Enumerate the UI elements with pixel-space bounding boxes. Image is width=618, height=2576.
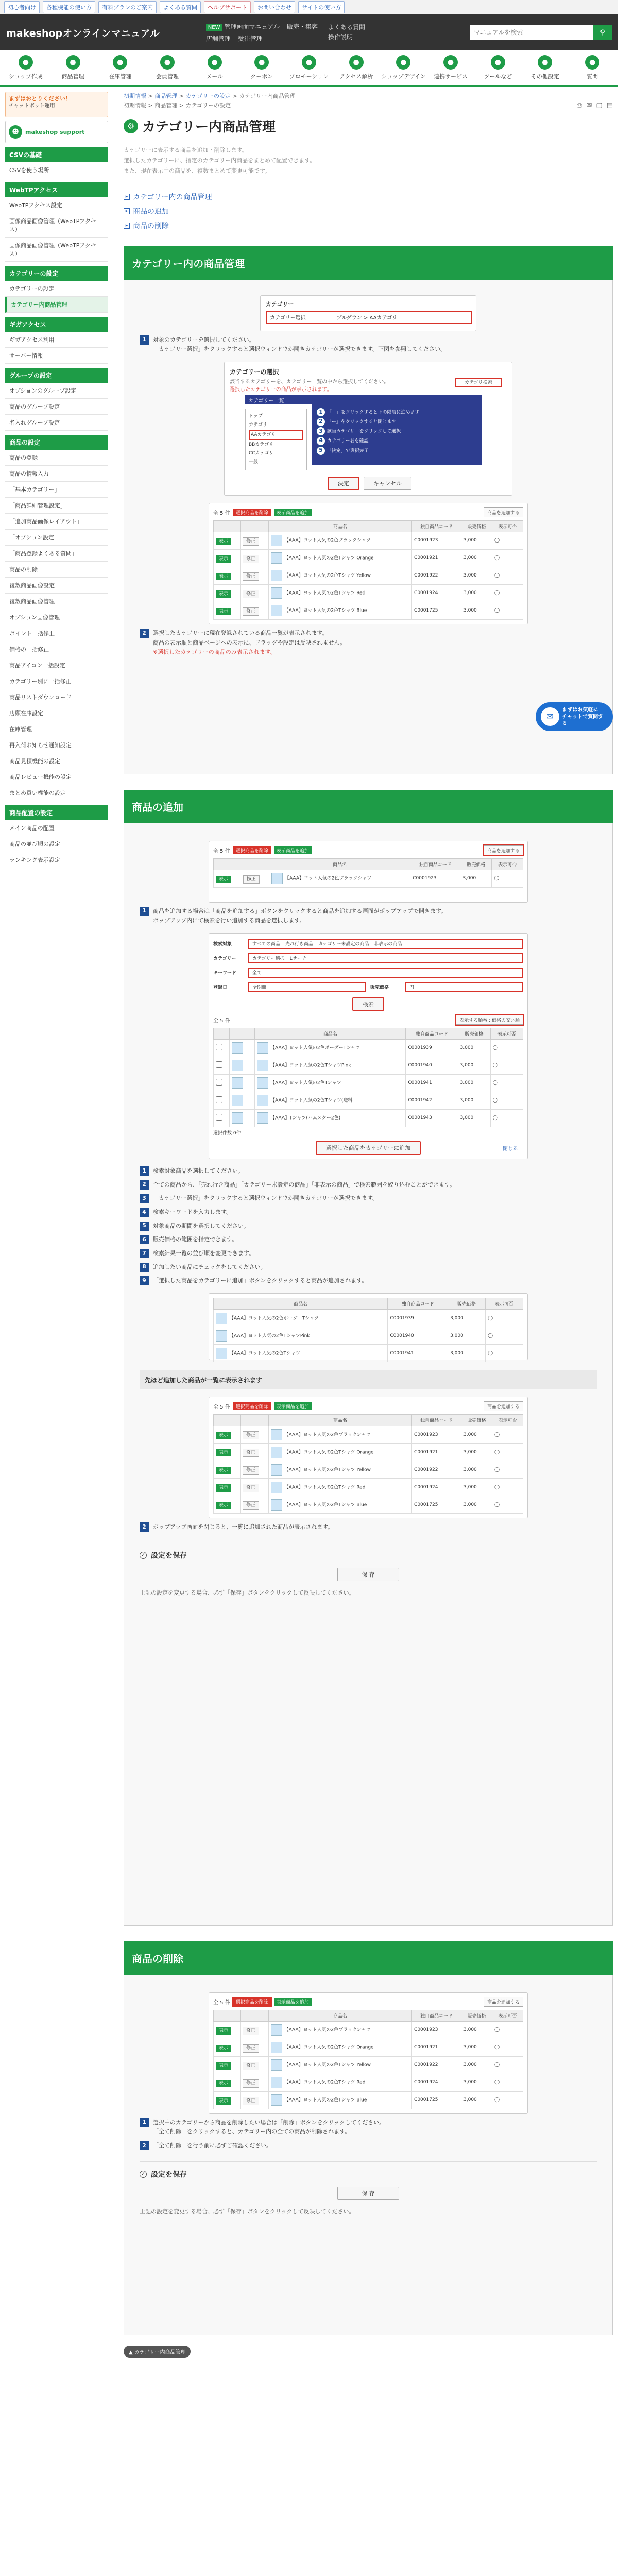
star-icon: ●	[302, 55, 316, 70]
search-icon: ⚲	[600, 28, 605, 37]
table-row: 表示 修正 【AAA】ヨット人気の2色ブラックシャツ C0001923 3,000 ◯	[214, 532, 523, 549]
product-thumb	[271, 535, 282, 546]
add-button-shot: 全 5 件 選択商品を削除 表示商品を追加 商品を追加する 商品名 独自商品コード 販売価格 表示可否 表示 修正 【AAA】ヨット人気の2色ブラックシャツ C0001923 3,000 ◯	[209, 841, 528, 903]
top-strip	[0, 0, 618, 14]
table-row: 【AAA】ヨット人気の2色Tシャツ C0001941 3,000 ◯	[214, 1345, 523, 1362]
ext-icon: ●	[396, 55, 410, 70]
header-search	[470, 25, 612, 40]
product-thumb	[271, 1464, 282, 1476]
crumb-4: カテゴリー内商品管理	[239, 93, 296, 99]
table-row: 【AAA】ヨット人気の2色TシャツPink C0001940 3,000 ◯	[214, 1057, 523, 1074]
toc-link-manage[interactable]: ▸ カテゴリー内の商品管理	[124, 192, 613, 202]
table-row: 表示 修正 【AAA】ヨット人気の2色Tシャツ Blue C0001725 3,000 ◯	[214, 2091, 523, 2109]
page-lead: カテゴリーに表示する商品を追加・削除します。 選択したカテゴリーに、指定のカテゴリー内商品をまとめて配置できます。 また、現在表示中の商品を、複数まとめて変更可能です。	[124, 147, 316, 174]
table-of-contents	[124, 192, 613, 231]
product-thumb	[271, 2024, 282, 2036]
product-thumb	[216, 1313, 227, 1324]
etc-icon: ●	[538, 55, 552, 70]
nav-item-cart[interactable]: ● 在庫管理	[96, 50, 144, 85]
help-icon: ●	[585, 55, 599, 70]
product-thumb	[271, 2042, 282, 2053]
product-thumb	[232, 1042, 243, 1054]
step-2-last: 2 ポップアップ画面を閉じると、一覧に追加された商品が表示されます。	[140, 1522, 597, 1532]
section-delete-title: 商品の削除	[124, 1941, 613, 1975]
product-thumb	[257, 1042, 268, 1054]
sidebar-item[interactable]: 画像商品画像管理（WebTPアクセス）	[5, 238, 108, 262]
main-nav	[0, 50, 618, 87]
header-help: よくある質問 操作説明	[328, 23, 366, 41]
step-2-1: 1 商品を追加する場合は「商品を追加する」ボタンをクリックすると商品を追加する画面がポップアップで開きます。 ポップアップ内にて検索を行い追加する商品を選択します。	[140, 907, 597, 926]
product-thumb	[232, 1095, 243, 1106]
step-2-item: 2 全ての商品から、「売れ行き商品」「カテゴリー未設定の商品」「非表示の商品」で検索範囲を絞り込むことができます。	[140, 1180, 597, 1190]
sidebar-item[interactable]: サーバー情報	[5, 348, 108, 364]
top-link-1[interactable]: 初心者向け	[4, 1, 40, 13]
nav-item-mail[interactable]: ● メール	[191, 50, 238, 85]
sidebar	[5, 92, 108, 2358]
sidebar-item[interactable]: 商品リストダウンロード	[5, 689, 108, 705]
product-thumb	[271, 2077, 282, 2088]
modal-search-input: カテゴリ検索	[455, 378, 502, 387]
row-checkbox[interactable]	[216, 1061, 222, 1068]
product-thumb	[257, 1077, 268, 1089]
top-link-6[interactable]: お問い合わせ	[254, 1, 295, 13]
step-2-item: 5 対象商品の期間を選択してください。	[140, 1222, 597, 1231]
table-row: 表示 修正 【AAA】ヨット人気の2色Tシャツ Yellow C0001922 3,000 ◯	[214, 567, 523, 584]
tablet-icon[interactable]: ▢	[596, 101, 603, 110]
table-row: 【AAA】ヨット人気の2色ボーダーTシャツ C0001939 3,000 ◯	[214, 1039, 523, 1057]
table-row: 表示 修正 【AAA】ヨット人気の2色Tシャツ Red C0001924 3,000 ◯	[214, 2074, 523, 2091]
sidebar-item[interactable]: 「基本カテゴリー」	[5, 482, 108, 498]
crumb-line-2: 初期情報 > 商品管理 > カテゴリーの設定	[124, 101, 231, 109]
sidebar-item[interactable]: 「オプション設定」	[5, 530, 108, 546]
header-link-sales[interactable]: 販売・集客	[287, 23, 318, 30]
category-product-table: 商品名 独自商品コード 販売価格 表示可否 表示 修正 【AAA】ヨット人気の2色ブラックシャツ C0001923 3,000 ◯ 表示 修正 【AAA】ヨット人気の2色Tシャツ Orange C0001921 3,000 ◯ 表示 修正 【AAA】ヨット人気の2色Tシャツ Yellow C0001922 3,000 ◯ 表示 修正 【AAA】ヨット人気の2色Tシャツ Red C0001924 3,000 ◯ 表示 修正 【AAA】ヨット人気の2色Tシャツ Blue C0001725 3,000 ◯	[213, 520, 523, 620]
step-2-item: 9 「選択した商品をカテゴリーに追加」ボタンをクリックすると商品が追加されます。	[140, 1276, 597, 1286]
sidebar-item[interactable]: 複数商品画像設定	[5, 578, 108, 594]
product-thumb	[271, 873, 283, 884]
table-row: 表示 修正 【AAA】ヨット人気の2色Tシャツ Orange C0001921 3,000 ◯	[214, 2039, 523, 2056]
save-heading-2: ✓ 設定を保存	[140, 2161, 597, 2179]
product-thumb	[271, 605, 282, 616]
sidebar-heading[interactable]: 商品配置の設定	[5, 805, 108, 820]
api-icon: ●	[443, 55, 458, 70]
nav-item-chart[interactable]: ● アクセス解析	[333, 50, 380, 85]
save-button-shot-2: 保 存	[337, 2187, 399, 2200]
step-2-item: 3 「カテゴリー選択」をクリックすると選択ウィンドウが開きカテゴリーが選択できます。	[140, 1194, 597, 1204]
sidebar-item[interactable]: ランキング表示設定	[5, 852, 108, 868]
sidebar-item[interactable]: 商品の並び順の設定	[5, 836, 108, 852]
product-thumb	[271, 552, 282, 564]
site-logo[interactable]: makeshopオンラインマニュアル	[6, 27, 160, 39]
table-row: 表示 修正 【AAA】ヨット人気の2色Tシャツ Orange C0001921 3,000 ◯	[214, 1444, 523, 1461]
nav-item-user[interactable]: ● 会員管理	[144, 50, 191, 85]
row-checkbox[interactable]	[216, 1079, 222, 1086]
save-button-shot: 保 存	[337, 1568, 399, 1581]
row-checkbox[interactable]	[216, 1044, 222, 1050]
sidebar-heading[interactable]: カテゴリーの設定	[5, 266, 108, 281]
step-2-item: 8 追加したい商品にチェックをしてください。	[140, 1263, 597, 1273]
share-icon[interactable]: ✉	[586, 101, 592, 110]
sidebar-item[interactable]: WebTPアクセス設定	[5, 197, 108, 213]
bot-icon: ☻	[9, 125, 22, 139]
delete-table-shot: 全 5 件 選択商品を削除 表示商品を追加 商品を追加する 商品名 独自商品コード 販売価格 表示可否 表示 修正 【AAA】ヨット人気の2色ブラックシャツ C0001923 3,000 ◯ 表示 修正 【AAA】ヨット人気の2色Tシャツ Orange C0001921 3,000 ◯ 表示 修正 【AAA】ヨット人気の2色Tシャツ Yellow C0001922 3,000 ◯ 表示 修正 【AAA】ヨット人気の2色Tシャツ Red C0001924 3,000 ◯ 表示 修正 【AAA】ヨット人気の2色Tシャツ Blue C0001725 3,000 ◯	[209, 1992, 528, 2114]
nav-item-star[interactable]: ● プロモーション	[285, 50, 333, 85]
added-preview-shot: 商品名 独自商品コード 販売価格 表示可否 【AAA】ヨット人気の2色ボーダーTシャツ C0001939 3,000 ◯ 【AAA】ヨット人気の2色TシャツPink C0001940 3,000 ◯ 【AAA】ヨット人気の2色Tシャツ C0001941 3,000 ◯	[209, 1293, 528, 1360]
sidebar-heading[interactable]: CSVの基礎	[5, 147, 108, 162]
table-row: 表示 修正 【AAA】ヨット人気の2色Tシャツ Blue C0001725 3,000 ◯	[214, 1496, 523, 1514]
step-1-2: 2 選択したカテゴリーに現在登録されている商品一覧が表示されます。 商品の表示順と商品ページへの表示に、ドラッグや設定は反映されません。 ※選択したカテゴリーの商品のみ表示されます。	[140, 629, 597, 657]
sidebar-heading[interactable]: グループの設定	[5, 368, 108, 383]
table-row: 表示 修正 【AAA】ヨット人気の2色ブラックシャツ C0001923 3,000 ◯	[214, 2021, 523, 2039]
page-title-icon: ⚙	[124, 119, 138, 133]
header-link-manual[interactable]: NEW 管理画面マニュアル	[206, 22, 280, 31]
sidebar-item[interactable]: 商品のグループ設定	[5, 399, 108, 415]
sidebar-item[interactable]: オプションのグループ設定	[5, 383, 108, 399]
step-2-item: 4 検索キーワードを入力します。	[140, 1208, 597, 1217]
nav-item-ticket[interactable]: ● クーポン	[238, 50, 285, 85]
product-thumb	[232, 1112, 243, 1124]
section-manage-title: カテゴリー内の商品管理	[124, 246, 613, 280]
product-thumb	[271, 2059, 282, 2071]
sidebar-item[interactable]: 「商品登録よくある質問」	[5, 546, 108, 562]
product-thumb	[271, 587, 282, 599]
table-row: 【AAA】ヨット人気の2色TシャツPink C0001940 3,000 ◯	[214, 1327, 523, 1345]
sidebar-item[interactable]: CSVを使う場所	[5, 162, 108, 178]
sidebar-item[interactable]: 商品の削除	[5, 562, 108, 578]
page-title: ⚙ カテゴリー内商品管理	[124, 116, 613, 140]
sidebar-heading[interactable]: WebTPアクセス	[5, 182, 108, 197]
sidebar-item[interactable]: 商品見積機能の設定	[5, 753, 108, 769]
print-icon[interactable]: ⎙	[577, 101, 582, 110]
table-row: 表示 修正 【AAA】ヨット人気の2色Tシャツ Red C0001924 3,000 ◯	[214, 1479, 523, 1496]
section-add-body: 全 5 件 選択商品を削除 表示商品を追加 商品を追加する 商品名 独自商品コード 販売価格 表示可否 表示 修正 【AAA】ヨット人気の2色ブラックシャツ C0001923 3,000 ◯ 1 商品を追加する場合は「商品を追加する」ボタンをクリックすると商品を追加する画面がポップアップで開きます。 ポップアップ内にて検索を行い追加する商品を選択します。 検索対象 すべての商品 売れ行き商品 カテゴリー未設定の商品 非表示の商品 カテゴリー カテゴリー選択 Lサーチ キーワード 全て 登録日 全期間 販売価格 円 検索 全 5 件 表示する順番 : 価格の安い順 商品名 独自商品コード 販売価格 表示可否 【AAA】ヨット人気の2色ボーダーTシャツ C0001939 3,000 ◯ 【AAA】ヨット人気の2色TシャツPink C0001940 3,000 ◯ 【AAA】ヨット人気の2色Tシャツ C0001941 3,000 ◯ 【AAA】ヨット人気の2色Tシャツ(送料 C0001942 3,000 ◯ 【AAA】Tシャツ(ハムスター2色) C0001943 3,000 ◯ 選択件数 0件 選択した商品をカテゴリーに追加 閉じる 1 検索対象商品を選択してください。 2 全ての商品から、「売れ行き商品」「カテゴリー未設定の商品」「非表示の商品」で検索範囲を絞り込むことができます。 3 「カテゴリー選択」をクリックすると選択ウィンドウが開きカテゴリーが選択できます。 4 検索キーワードを入力します。 5 対象商品の期間を選択してください。 6 販売価格の範囲を指定できます。 7 検索結果一覧の並び順を変更できます。 8 追加したい商品にチェックをしてください。 9 「選択した商品をカテゴリーに追加」ボタンをクリックすると商品が追加されます。 商品名 独自商品コード 販売価格 表示可否 【AAA】ヨット人気の2色ボーダーTシャツ C0001939 3,000 ◯ 【AAA】ヨット人気の2色TシャツPink C0001940 3,000 ◯ 【AAA】ヨット人気の2色Tシャツ C0001941 3,000 ◯ 先ほど追加した商品が一覧に表示されます 全 5 件 選択商品を削除 表示商品を追加 商品を追加する 商品名 独自商品コード 販売価格 表示可否 表示 修正 【AAA】ヨット人気の2色ブラックシャツ C0001923 3,000 ◯ 表示 修正 【AAA】ヨット人気の2色Tシャツ Orange C0001921 3,000 ◯ 表示 修正 【AAA】ヨット人気の2色Tシャツ Yellow C0001922 3,000 ◯ 表示 修正 【AAA】ヨット人気の2色Tシャツ Red C0001924 3,000 ◯ 表示 修正 【AAA】ヨット人気の2色Tシャツ Blue C0001725 3,000 ◯ 2 ポップアップ画面を閉じると、一覧に追加された商品が表示されます。 ✓ 設定を保存 保 存 上記の設定を変更する場合、必ず「保存」ボタンをクリックして反映してください。	[124, 823, 613, 1926]
box-icon: ●	[66, 55, 80, 70]
mail-icon: ●	[208, 55, 222, 70]
table-row: 【AAA】ヨット人気の2色ボーダーTシャツ C0001939 3,000 ◯	[214, 1310, 523, 1327]
top-link-4[interactable]: よくある質問	[160, 1, 201, 13]
chat-fab[interactable]: ✉ まずはお気軽に チャットで質問する	[536, 702, 613, 731]
sidebar-item[interactable]: 画像商品画像管理（WebTPアクセス）	[5, 213, 108, 238]
sidebar-item[interactable]: まとめ買い機能の設定	[5, 785, 108, 801]
product-thumb	[232, 1077, 243, 1089]
sidebar-heading[interactable]: ギガアクセス	[5, 317, 108, 332]
product-thumb	[216, 1330, 227, 1342]
nav-item-box[interactable]: ● 商品管理	[49, 50, 97, 85]
product-thumb	[257, 1060, 268, 1071]
step-2-item: 6 販売価格の範囲を指定できます。	[140, 1235, 597, 1245]
table-row: 表示 修正 【AAA】ヨット人気の2色ブラックシャツ C0001923 3,000 ◯	[214, 870, 523, 887]
table-row: 【AAA】ヨット人気の2色Tシャツ(送料 C0001942 3,000 ◯	[214, 1092, 523, 1109]
chart-icon: ●	[349, 55, 364, 70]
row-checkbox[interactable]	[216, 1096, 222, 1103]
added-list-shot: 全 5 件 選択商品を削除 表示商品を追加 商品を追加する 商品名 独自商品コード 販売価格 表示可否 表示 修正 【AAA】ヨット人気の2色ブラックシャツ C0001923 3,000 ◯ 表示 修正 【AAA】ヨット人気の2色Tシャツ Orange C0001921 3,000 ◯ 表示 修正 【AAA】ヨット人気の2色Tシャツ Yellow C0001922 3,000 ◯ 表示 修正 【AAA】ヨット人気の2色Tシャツ Red C0001924 3,000 ◯ 表示 修正 【AAA】ヨット人気の2色Tシャツ Blue C0001725 3,000 ◯	[209, 1397, 528, 1518]
user-icon: ●	[160, 55, 175, 70]
chat-icon: ✉	[541, 707, 559, 726]
chatbot-banner[interactable]: まずはおとりください！ チャットボット運用	[5, 92, 108, 117]
modal-category-tree: トップ カテゴリ AAカテゴリ BBカテゴリ CCカテゴリ 一般	[245, 409, 307, 470]
product-thumb	[257, 1095, 268, 1106]
sidebar-item[interactable]: 「追加商品画像レイアウト」	[5, 514, 108, 530]
sidebar-item[interactable]: ギガアクセス利用	[5, 332, 108, 348]
product-thumb	[271, 570, 282, 581]
sidebar-item[interactable]: 複数商品画像管理	[5, 594, 108, 609]
nav-item-api[interactable]: ● 連携サービス	[427, 50, 474, 85]
header-links	[206, 22, 318, 43]
nav-item-set[interactable]: ● ツールなど	[474, 50, 522, 85]
shop-icon: ●	[19, 55, 33, 70]
back-to-top-link[interactable]: ▲ カテゴリー内商品管理	[124, 2346, 191, 2358]
nav-item-ext[interactable]: ● ショップデザイン	[380, 50, 427, 85]
product-thumb	[232, 1060, 243, 1071]
nav-item-help[interactable]: ● 質問	[569, 50, 616, 85]
product-thumb	[271, 1429, 282, 1440]
category-modal-shot: カテゴリーの選択 該当するカテゴリーを、カテゴリー一覧の中から選択してください。 選択したカテゴリーの商品が表示されます。 カテゴリ検索 カテゴリー一覧 トップ カテゴリ AAカテゴリ BBカテゴリ CCカテゴリ 一般 1 「＋」をクリックすると下の階層に進めます 2 「ー」をクリックすると閉じます 3 該当カテゴリーをクリックして選択 4 カテゴリー名を確認 5 「決定」で選択完了 決定 キャンセル	[224, 362, 512, 496]
step-2-item: 1 検索対象商品を選択してください。	[140, 1166, 597, 1176]
category-select-field: カテゴリー選択 プルダウン > AAカテゴリ	[266, 311, 472, 324]
sidebar-item[interactable]: 在庫管理	[5, 721, 108, 737]
search-button[interactable]	[593, 25, 612, 40]
sidebar-item[interactable]: 商品の登録	[5, 450, 108, 466]
step-3-1: 1 選択中のカテゴリーから商品を削除したい場合は「削除」ボタンをクリックしてください。 「全て削除」をクリックすると、カテゴリー内の全ての商品が削除されます。	[140, 2118, 597, 2137]
added-notice: 先ほど追加した商品が一覧に表示されます	[140, 1370, 597, 1389]
section-manage-body	[124, 280, 613, 774]
sidebar-item[interactable]: カテゴリー内商品管理	[5, 297, 108, 313]
category-product-table-shot: 全 5 件 選択商品を削除 表示商品を追加 商品を追加する 商品名 独自商品コード 販売価格 表示可否 表示 修正 【AAA】ヨット人気の2色ブラックシャツ C0001923 3,000 ◯ 表示 修正 【AAA】ヨット人気の2色Tシャツ Orange C0001921 3,000 ◯ 表示 修正 【AAA】ヨット人気の2色Tシャツ Yellow C0001922 3,000 ◯ 表示 修正 【AAA】ヨット人気の2色Tシャツ Red C0001924 3,000 ◯ 表示 修正 【AAA】ヨット人気の2色Tシャツ Blue C0001725 3,000 ◯	[209, 503, 528, 624]
table-row: 表示 修正 【AAA】ヨット人気の2色ブラックシャツ C0001923 3,000 ◯	[214, 1426, 523, 1444]
product-thumb	[216, 1348, 227, 1359]
section-delete-body: 全 5 件 選択商品を削除 表示商品を追加 商品を追加する 商品名 独自商品コード 販売価格 表示可否 表示 修正 【AAA】ヨット人気の2色ブラックシャツ C0001923 3,000 ◯ 表示 修正 【AAA】ヨット人気の2色Tシャツ Orange C0001921 3,000 ◯ 表示 修正 【AAA】ヨット人気の2色Tシャツ Yellow C0001922 3,000 ◯ 表示 修正 【AAA】ヨット人気の2色Tシャツ Red C0001924 3,000 ◯ 表示 修正 【AAA】ヨット人気の2色Tシャツ Blue C0001725 3,000 ◯ 1 選択中のカテゴリーから商品を削除したい場合は「削除」ボタンをクリックしてください。 「全て削除」をクリックすると、カテゴリー内の全ての商品が削除されます。 2 「全て削除」を行う前に必ずご確認ください。 ✓ 設定を保存 保 存 上記の設定を変更する場合、必ず「保存」ボタンをクリックして反映してください。	[124, 1975, 613, 2335]
toc-link-delete[interactable]: ▸ 商品の削除	[124, 221, 613, 231]
set-icon: ●	[491, 55, 505, 70]
breadcrumb: 初期情報 > 商品管理 > カテゴリーの設定 > カテゴリー内商品管理 初期情報 > 商品管理 > カテゴリーの設定	[124, 92, 613, 110]
site-header	[0, 14, 618, 50]
modal-cancel-button: キャンセル	[364, 477, 411, 490]
save-heading: ✓ 設定を保存	[140, 1543, 597, 1561]
sidebar-item[interactable]: 再入荷お知らせ通知設定	[5, 737, 108, 753]
step-2-item: 7 検索結果一覧の並び順を変更できます。	[140, 1249, 597, 1259]
modal-explain-overlay: 1 「＋」をクリックすると下の階層に進めます 2 「ー」をクリックすると閉じます 3 該当カテゴリーをクリックして選択 4 カテゴリー名を確認 5 「決定」で選択完了	[312, 403, 482, 465]
nav-item-shop[interactable]: ● ショップ作成	[2, 50, 49, 85]
nav-item-etc[interactable]: ● その他設定	[522, 50, 569, 85]
sidebar-item[interactable]: 店頭在庫設定	[5, 705, 108, 721]
table-row: 表示 修正 【AAA】ヨット人気の2色Tシャツ Red C0001924 3,000 ◯	[214, 584, 523, 602]
sidebar-item[interactable]: オプション画像管理	[5, 609, 108, 625]
table-row: 表示 修正 【AAA】ヨット人気の2色Tシャツ Yellow C0001922 3,000 ◯	[214, 1461, 523, 1479]
sidebar-item[interactable]: 価格の一括修正	[5, 641, 108, 657]
crumb-1[interactable]: 初期情報	[124, 93, 146, 99]
header-link-order[interactable]: 受注管理	[237, 35, 263, 42]
step-3-2: 2 「全て削除」を行う前に必ずご確認ください。	[140, 2141, 597, 2151]
sidebar-heading[interactable]: 商品の設定	[5, 435, 108, 450]
row-checkbox[interactable]	[216, 1114, 222, 1121]
crumb-2[interactable]: 商品管理	[154, 93, 178, 99]
top-link-7[interactable]: サイトの使い方	[298, 1, 345, 13]
product-thumb	[271, 1499, 282, 1511]
sidebar-item[interactable]: 商品の情報入力	[5, 466, 108, 482]
top-link-3[interactable]: 有料プランのご案内	[98, 1, 157, 13]
cart-icon: ●	[113, 55, 127, 70]
table-row: 【AAA】Tシャツ(ハムスター2色) C0001943 3,000 ◯	[214, 1109, 523, 1127]
product-thumb	[271, 1482, 282, 1493]
table-row: 表示 修正 【AAA】ヨット人気の2色Tシャツ Yellow C0001922 3,000 ◯	[214, 2056, 523, 2074]
modal-ok-button: 決定	[328, 477, 359, 490]
table-row: 表示 修正 【AAA】ヨット人気の2色Tシャツ Orange C0001921 3,000 ◯	[214, 549, 523, 567]
main-content	[124, 92, 613, 2358]
monitor-icon[interactable]: ▤	[606, 101, 613, 110]
product-thumb	[257, 1112, 268, 1124]
sidebar-item[interactable]: 名入れグループ設定	[5, 415, 108, 431]
sidebar-item[interactable]: カテゴリーの設定	[5, 281, 108, 297]
top-link-5[interactable]: ヘルプサポート	[204, 1, 251, 13]
sidebar-item[interactable]: 商品レビュー機能の設定	[5, 769, 108, 785]
sidebar-item[interactable]: 「商品詳細管理設定」	[5, 498, 108, 514]
table-row: 【AAA】ヨット人気の2色Tシャツ C0001941 3,000 ◯	[214, 1074, 523, 1092]
top-link-2[interactable]: 各種機能の使い方	[43, 1, 95, 13]
search-input[interactable]	[470, 25, 593, 40]
sidebar-item[interactable]: ポイント一括修正	[5, 625, 108, 641]
step-1-1: 1 対象のカテゴリーを選択してください。 「カテゴリー選択」をクリックすると選択ウィンドウが開きカテゴリーが選択できます。下図を参照してください。	[140, 335, 597, 354]
support-banner[interactable]: ☻ makeshop support	[5, 121, 108, 143]
crumb-3[interactable]: カテゴリーの設定	[185, 93, 231, 99]
table-row: 表示 修正 【AAA】ヨット人気の2色Tシャツ Blue C0001725 3,000 ◯	[214, 602, 523, 619]
sidebar-item[interactable]: メイン商品の配置	[5, 820, 108, 836]
sidebar-item[interactable]: 商品アイコン一括設定	[5, 657, 108, 673]
toc-link-add[interactable]: ▸ 商品の追加	[124, 206, 613, 216]
search-popup-shot: 検索対象 すべての商品 売れ行き商品 カテゴリー未設定の商品 非表示の商品 カテゴリー カテゴリー選択 Lサーチ キーワード 全て 登録日 全期間 販売価格 円 検索 全 5 件 表示する順番 : 価格の安い順 商品名 独自商品コード 販売価格 表示可否 【AAA】ヨット人気の2色ボーダーTシャツ C0001939 3,000 ◯ 【AAA】ヨット人気の2色TシャツPink C0001940 3,000 ◯ 【AAA】ヨット人気の2色Tシャツ C0001941 3,000 ◯ 【AAA】ヨット人気の2色Tシャツ(送料 C0001942 3,000 ◯ 【AAA】Tシャツ(ハムスター2色) C0001943 3,000 ◯ 選択件数 0件 選択した商品をカテゴリーに追加 閉じる	[209, 933, 528, 1159]
product-thumb	[271, 1447, 282, 1458]
sidebar-item[interactable]: カテゴリー別に一括修正	[5, 673, 108, 689]
ticket-icon: ●	[254, 55, 269, 70]
category-field-shot: カテゴリー カテゴリー選択 プルダウン > AAカテゴリ	[260, 295, 476, 331]
header-link-store[interactable]: 店舗管理	[205, 35, 231, 42]
section-add-title: 商品の追加	[124, 790, 613, 823]
product-thumb	[271, 2094, 282, 2106]
